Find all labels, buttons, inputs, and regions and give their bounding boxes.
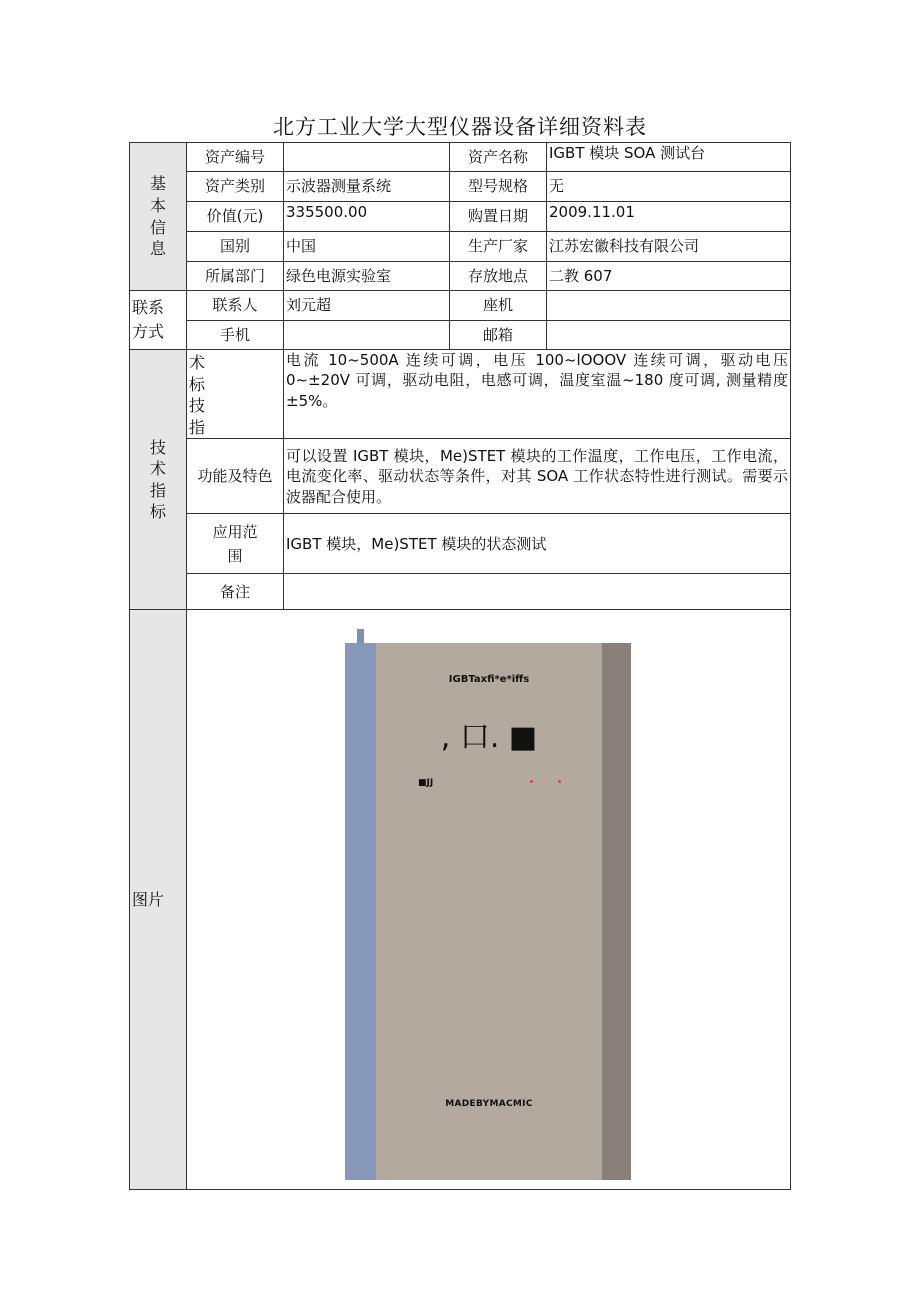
cabinet-antenna [357,629,364,644]
asset-type-label: 资产类别 [187,172,284,202]
cabinet-maker-text: MADEBYMACMIC [445,1099,533,1110]
section-picture: 图片 [130,610,187,1190]
mobile-value [284,321,450,350]
tech-index-value: 电流 10~500A 连续可调，电压 100~lOOOV 连续可调，驱动电压 0~±20V 可调，驱动电阻，电感可调，温度室温~180 度可调, 测量精度±5%。 [284,350,791,439]
remark-label: 备注 [187,574,284,610]
asset-name-value: IGBT 模块 SOA 测试台 [547,143,791,172]
location-value: 二教 607 [547,262,791,291]
purchase-date-label: 购置日期 [450,202,547,232]
remark-value [284,574,791,610]
indicator-led-2-icon [558,780,561,783]
maker-value: 江苏宏徽科技有限公司 [547,232,791,262]
contact-person-value: 刘元超 [284,291,450,321]
asset-no-label: 资产编号 [187,143,284,172]
cabinet-right-panel [602,643,631,1180]
model-label: 型号规格 [450,172,547,202]
model-value: 无 [547,172,791,202]
contact-person-label: 联系人 [187,291,284,321]
price-value: 335500.00 [284,202,450,232]
cabinet-small-label: ■JJ [418,778,434,789]
location-label: 存放地点 [450,262,547,291]
cabinet-left-panel [345,643,376,1180]
dept-label: 所属部门 [187,262,284,291]
tech-index-label: 术标技指 [187,350,284,439]
device-photo [187,610,790,1186]
cabinet-display: , 口. ■ [440,720,538,756]
country-label: 国别 [187,232,284,262]
feature-value: 可以设置 IGBT 模块，Me)STET 模块的工作温度，工作电压，工作电流，电流变化率、驱动状态等条件，对其 SOA 工作状态特性进行测试。需要示波器配合使用。 [284,439,791,514]
mobile-label: 手机 [187,321,284,350]
section-contact: 联系方式 [130,291,187,350]
dept-value: 绿色电源实验室 [284,262,450,291]
asset-type-value: 示波器测量系统 [284,172,450,202]
page-title: 北方工业大学大型仪器设备详细资料表 [273,115,647,139]
maker-label: 生产厂家 [450,232,547,262]
section-basic-info: 基本信息 [130,143,187,291]
cabinet-front-panel [376,643,602,1180]
picture-cell [187,610,791,1190]
email-value [547,321,791,350]
asset-name-label: 资产名称 [450,143,547,172]
equipment-detail-table [129,142,791,1190]
purchase-date-value: 2009.11.01 [547,202,791,232]
cabinet-brand-text: IGBTaxfi*e*iffs [448,674,530,686]
scope-label: 应用范围 [187,514,284,574]
feature-label: 功能及特色 [187,439,284,514]
landline-label: 座机 [450,291,547,321]
email-label: 邮箱 [450,321,547,350]
indicator-led-1-icon [530,780,533,783]
device-cabinet [345,643,633,1180]
section-technical: 技术指标 [130,350,187,610]
asset-no-value [284,143,450,172]
country-value: 中国 [284,232,450,262]
price-label: 价值(元) [187,202,284,232]
scope-value: IGBT 模块，Me)STET 模块的状态测试 [284,514,791,574]
landline-value [547,291,791,321]
